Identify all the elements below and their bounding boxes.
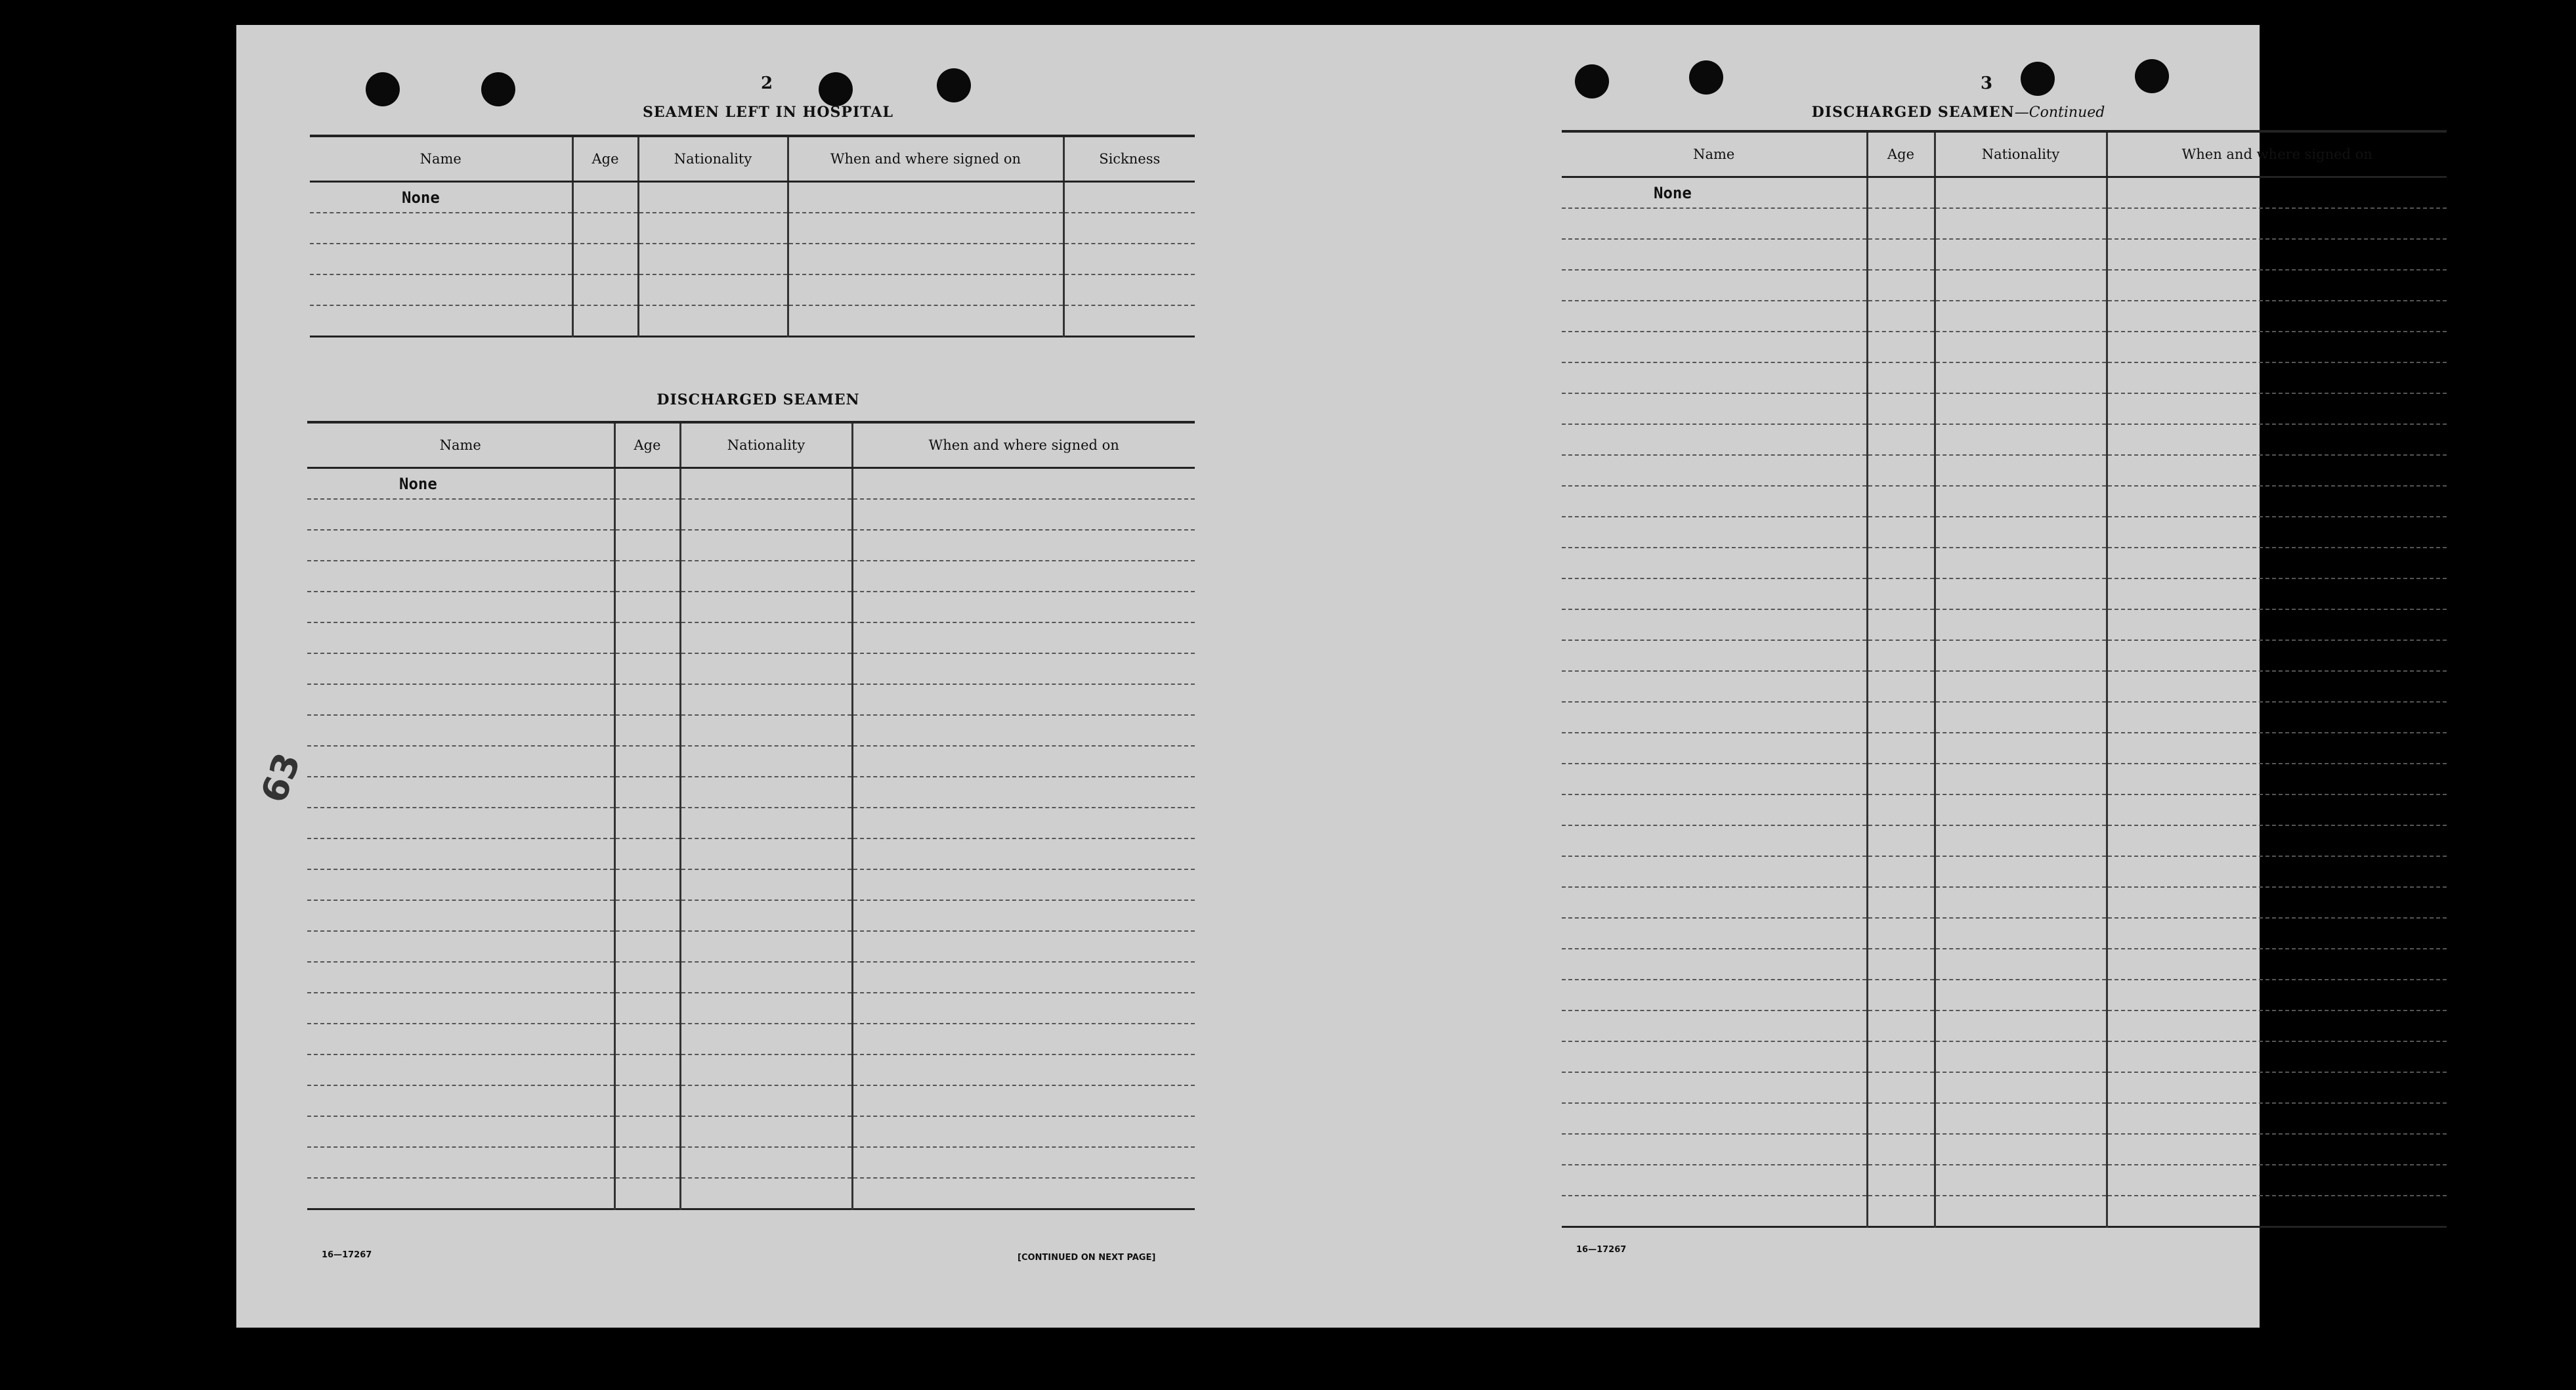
table-row [1562, 609, 2447, 640]
column-header-age: Age [614, 422, 680, 468]
table-row [307, 1024, 1195, 1054]
column-header-nationality: Nationality [1935, 131, 2107, 177]
table-row [1562, 362, 2447, 393]
punch-hole [481, 72, 515, 106]
table-row [1562, 177, 2447, 209]
table-row [307, 808, 1195, 838]
column-header-signed-on: When and where signed on [2107, 131, 2447, 177]
table-row [307, 592, 1195, 622]
page-number: 2 [760, 74, 773, 93]
punch-hole [2135, 59, 2169, 93]
table-row [1562, 640, 2447, 671]
table-row [1562, 393, 2447, 424]
table-row [1562, 1010, 2447, 1041]
table-row [1562, 332, 2447, 362]
table-row [1562, 702, 2447, 733]
punch-hole [1689, 60, 1723, 95]
table-row [307, 530, 1195, 561]
table-row [1562, 887, 2447, 918]
table-row [1562, 764, 2447, 794]
section-title-text: DISCHARGED SEAMEN [1811, 104, 2015, 121]
table-row [307, 777, 1195, 808]
table-row [1562, 856, 2447, 887]
table-row [1562, 548, 2447, 578]
table-row [1562, 980, 2447, 1010]
table-row [1562, 1196, 2447, 1227]
table-row [307, 838, 1195, 869]
table-row [1562, 578, 2447, 609]
table-row [1562, 455, 2447, 486]
table-row [307, 746, 1195, 777]
table-row [307, 1147, 1195, 1178]
discharged-table [307, 421, 1195, 1210]
table-row [307, 468, 1195, 500]
hospital-section-title: SEAMEN LEFT IN HOSPITAL [643, 104, 893, 121]
table-row [310, 305, 1195, 337]
punch-hole [1575, 64, 1609, 98]
table-row [1562, 1072, 2447, 1103]
form-number: 16—17267 [322, 1250, 372, 1260]
hospital-table [310, 135, 1195, 337]
table-row [307, 900, 1195, 931]
table-row [307, 622, 1195, 653]
table-row [307, 993, 1195, 1024]
table-row [1562, 918, 2447, 949]
continued-note: [CONTINUED ON NEXT PAGE] [1018, 1253, 1156, 1263]
column-header-name: Name [307, 422, 614, 468]
left-page [236, 25, 1248, 1328]
table-row [307, 499, 1195, 530]
form-number: 16—17267 [1576, 1245, 1627, 1255]
table-row [307, 869, 1195, 900]
table-row [310, 274, 1195, 305]
column-header-name: Name [310, 136, 572, 182]
punch-hole [819, 72, 853, 106]
table-row [1562, 1103, 2447, 1134]
table-row [307, 715, 1195, 746]
punch-hole [937, 68, 971, 102]
column-header-signed-on: When and where signed on [852, 422, 1195, 468]
discharged-continued-title [1794, 104, 2122, 121]
table-row [1562, 733, 2447, 764]
table-row [307, 1085, 1195, 1116]
punch-hole [2021, 62, 2055, 96]
discharged-section-title: DISCHARGED SEAMEN [656, 391, 860, 408]
table-row [307, 653, 1195, 684]
table-row [1562, 794, 2447, 825]
table-row [307, 684, 1195, 715]
table-row [1562, 270, 2447, 301]
table-row [307, 1178, 1195, 1209]
column-header-nationality: Nationality [680, 422, 852, 468]
table-row [1562, 486, 2447, 517]
table-row [1562, 1134, 2447, 1165]
table-row [307, 1116, 1195, 1147]
column-header-name: Name [1562, 131, 1867, 177]
table-row [307, 962, 1195, 993]
punch-hole [366, 72, 400, 106]
table-row [310, 244, 1195, 274]
table-row [307, 561, 1195, 592]
discharged-continued-table [1562, 130, 2447, 1228]
entry-none: None [1562, 177, 1867, 209]
column-header-nationality: Nationality [638, 136, 788, 182]
table-row [307, 931, 1195, 962]
table-row [1562, 1041, 2447, 1072]
column-header-signed-on: When and where signed on [788, 136, 1063, 182]
table-row [1562, 1165, 2447, 1196]
table-row [1562, 517, 2447, 548]
table-row [1562, 949, 2447, 980]
table-row [1562, 424, 2447, 455]
table-row [1562, 671, 2447, 702]
column-header-age: Age [572, 136, 638, 182]
entry-none: None [310, 182, 572, 213]
entry-none: None [307, 468, 614, 500]
document-sheet [236, 25, 2372, 1328]
table-row [310, 213, 1195, 244]
table-row [307, 1054, 1195, 1085]
table-row [310, 182, 1195, 213]
table-row [1562, 239, 2447, 270]
page-number: 3 [1980, 74, 1993, 93]
column-header-age: Age [1867, 131, 1935, 177]
table-row [1562, 825, 2447, 856]
right-page [1248, 25, 2372, 1328]
table-row [1562, 208, 2447, 239]
table-row [1562, 301, 2447, 332]
column-header-sickness: Sickness [1063, 136, 1195, 182]
section-title-suffix: —Continued [2014, 104, 2105, 121]
margin-mark: 63 [253, 747, 309, 808]
